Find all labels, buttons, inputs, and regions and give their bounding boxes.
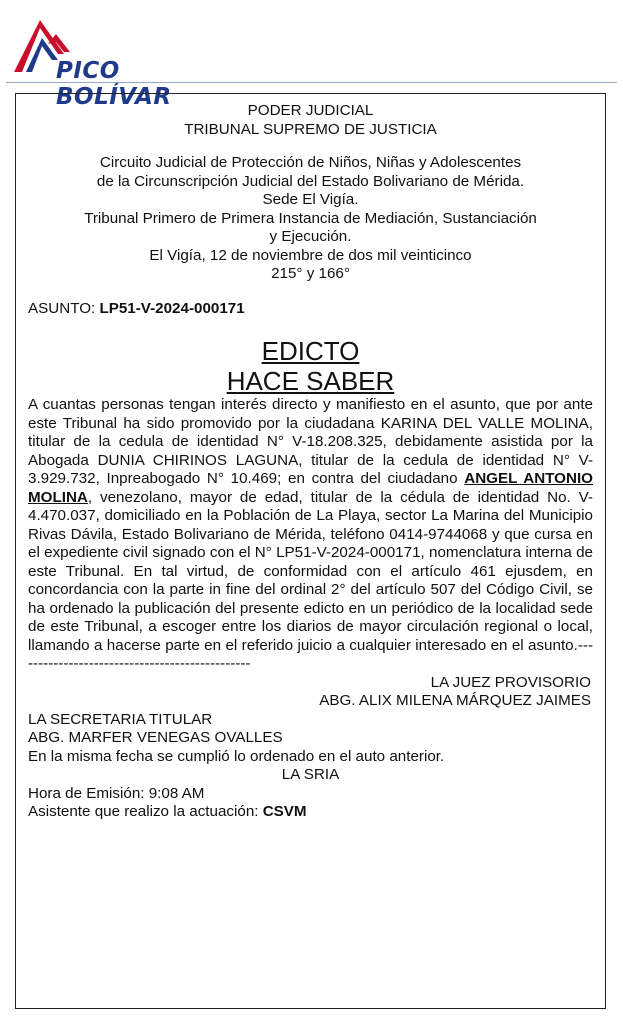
court-line-2: de la Circunscripción Judicial del Estado Bolivariano de Mérida.	[96, 172, 525, 190]
subject-label: ASUNTO:	[28, 299, 100, 317]
body-part-1: A cuantas personas tengan interés directo y manifiesto en el asunto, que por ante este Tribunal ha sido promovido por la ciudadana KARINA DEL VALLE MOLINA, titular de la cedula de identidad N° V-18.208.325, debidamente asistida por la Abogada DUNIA CHIRINOS LAGUNA, titular de la cedula de identidad N° V-3.929.732, Inpreabogado N° 10.469; en contra del ciudadano	[28, 396, 593, 487]
secretary-title: LA SECRETARIA TITULAR	[28, 710, 213, 728]
assistant-label: Asistente que realizo la actuación:	[28, 803, 263, 820]
emission-time: Hora de Emisión: 9:08 AM	[28, 784, 205, 802]
assistant-line	[28, 803, 593, 822]
sria-line: LA SRIA	[281, 766, 340, 783]
header-separator	[6, 82, 617, 83]
court-line-3: Sede El Vigía.	[262, 191, 359, 208]
edicto-title: EDICTO	[261, 336, 360, 366]
edict-frame	[15, 93, 606, 1009]
edict-content	[28, 94, 593, 822]
header-line-2: TRIBUNAL SUPREMO DE JUSTICIA	[184, 120, 437, 138]
court-line-4: Tribunal Primero de Primera Instancia de Mediación, Sustanciación	[84, 209, 537, 227]
court-line-1: Circuito Judicial de Protección de Niños, Niñas y Adolescentes	[99, 154, 522, 171]
body-part-2: , venezolano, mayor de edad, titular de la cédula de identidad No. V-4.470.037, domiciliado en la Población de La Playa, sector La Marina del Municipio Rivas Dávila, Estado Bolivariano de Mérida, teléfono 0414-9744068 y que cursa en el expediente civil signado con el N° LP51-V-2024-000171, nomenclatura interna de este Tribunal. En tal virtud, de conformidad con el artículo 461 ejusdem, en concordancia con la parte in fine del ordinal 2° del artículo 507 del Código Civil, se ha ordenado la publicación del presente edicto en un periódico de la localidad sede de este Tribunal, a escoger entre los diarios de mayor circulación regional o local, llamando a hacerse parte en el referido juicio a cualquier interesado en el asunto.-----------------------------------------------	[28, 488, 593, 672]
subject-line	[28, 300, 593, 319]
assistant-value: CSVM	[262, 803, 307, 820]
court-line-5: y Ejecución.	[269, 228, 352, 245]
secretary-name: ABG. MARFER VENEGAS OVALLES	[28, 729, 283, 746]
pico-bolivar-logo	[12, 14, 212, 110]
logo-text: PICO BOLÍVAR	[56, 58, 172, 110]
years-line: 215° y 166°	[271, 265, 350, 282]
defendant-name: ANGEL ANTONIO MOLINA	[28, 470, 593, 506]
judge-title: LA JUEZ PROVISORIO	[430, 673, 591, 691]
edict-body	[28, 396, 593, 674]
date-line: El Vigía, 12 de noviembre de dos mil veinticinco	[149, 246, 472, 264]
header-line-1: PODER JUDICIAL	[247, 102, 374, 119]
hace-saber-title: HACE SABER	[226, 366, 395, 396]
judge-name: ABG. ALIX MILENA MÁRQUEZ JAIMES	[319, 692, 591, 709]
compliance-note: En la misma fecha se cumplió lo ordenado en el auto anterior.	[28, 747, 445, 765]
subject-value: LP51-V-2024-000171	[99, 299, 245, 317]
